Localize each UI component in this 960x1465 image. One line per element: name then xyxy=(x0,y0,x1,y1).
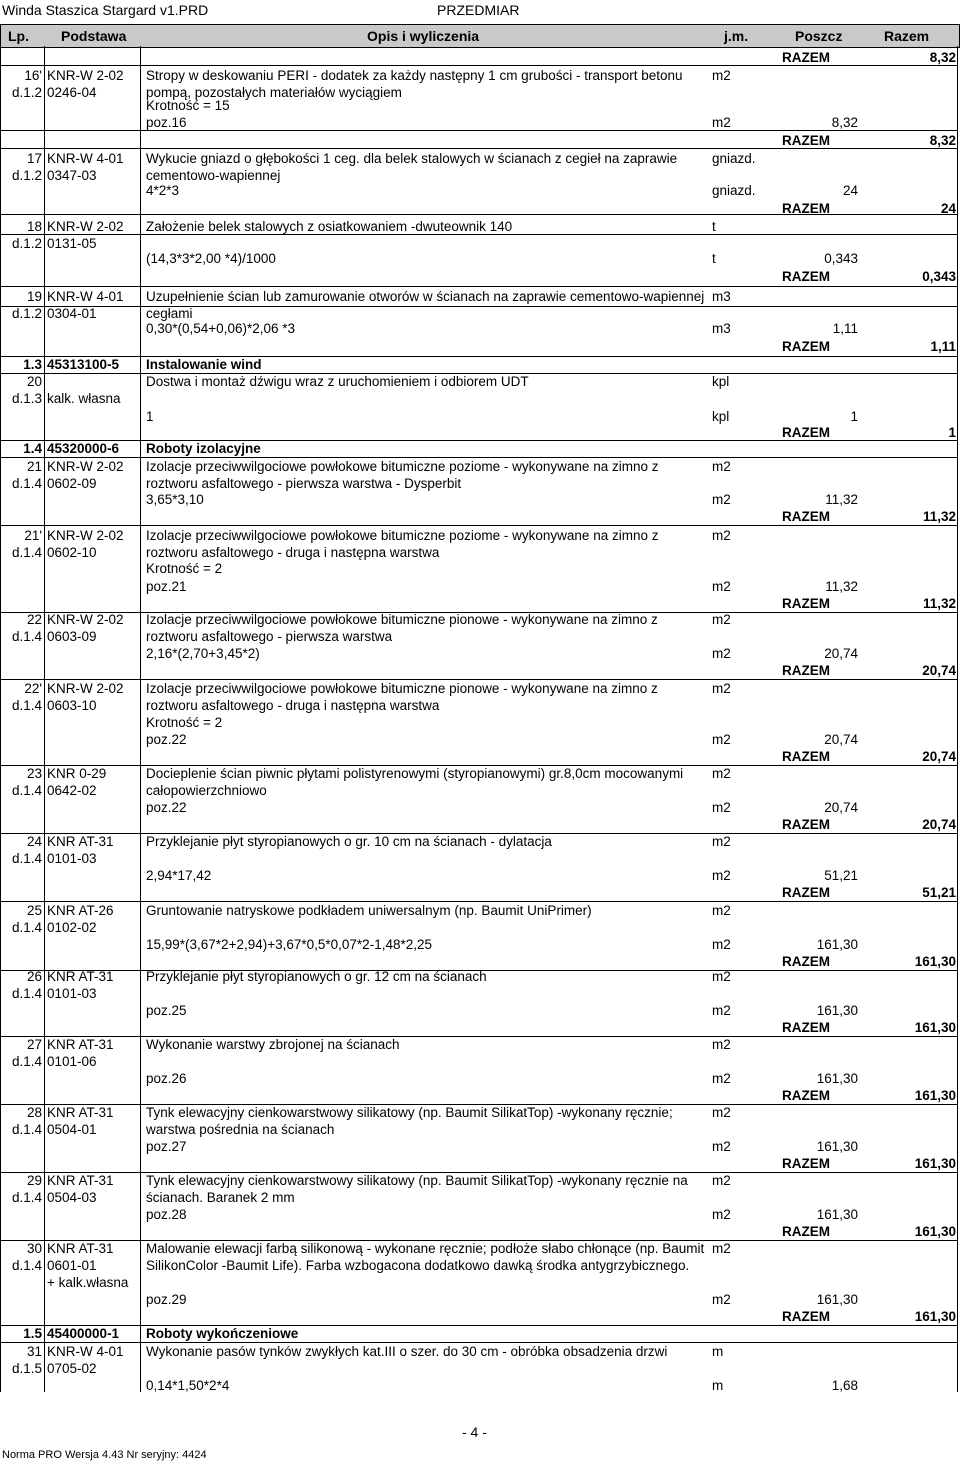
item-description: Założenie belek stalowych z osiatkowaniem -dwuteownik 140 xyxy=(146,219,513,234)
quantity-value: 161,30 xyxy=(816,1207,858,1222)
calc-unit: m2 xyxy=(712,868,731,883)
unit: kpl xyxy=(712,374,730,389)
calc-expression: 1 xyxy=(146,409,154,424)
catalog-table: 0246-04 xyxy=(47,85,97,100)
item-number: 31 xyxy=(26,1344,42,1359)
quantity-value: 161,30 xyxy=(816,937,858,952)
item-ref: d.1.4 xyxy=(11,1190,42,1205)
section-number: 1.3 xyxy=(23,357,42,372)
item-ref: d.1.3 xyxy=(11,391,42,406)
item-number: 28 xyxy=(26,1105,42,1120)
calc-expression: 2,16*(2,70+3,45*2) xyxy=(146,646,260,661)
item-ref: d.1.4 xyxy=(11,986,42,1001)
calc-expression: poz.26 xyxy=(146,1071,187,1086)
calc-unit: m xyxy=(712,1378,724,1393)
calc-expression: Krotność = 2 xyxy=(146,715,223,730)
item-description: Wykonanie warstwy zbrojonej na ścianach xyxy=(146,1037,400,1052)
section-code: 45320000-6 xyxy=(47,441,120,456)
calc-expression: Krotność = 15 xyxy=(146,98,230,113)
calc-unit: m2 xyxy=(712,1003,731,1018)
unit: t xyxy=(712,219,716,234)
calc-unit: m2 xyxy=(712,800,731,815)
catalog-table: 0102-02 xyxy=(47,920,97,935)
item-ref: d.1.2 xyxy=(11,306,42,321)
calc-expression: poz.28 xyxy=(146,1207,187,1222)
item-number: 21 xyxy=(26,459,42,474)
catalog-code: KNR AT-31 xyxy=(47,1241,114,1256)
item-description: Wykucie gniazd o głębokości 1 ceg. dla belek stalowych w ścianach z cegieł na zaprawie cementowo-wapiennej xyxy=(146,151,678,183)
catalog-table: 0603-10 xyxy=(47,698,97,713)
calc-unit: kpl xyxy=(712,409,730,424)
item-ref: d.1.2 xyxy=(11,168,42,183)
catalog-code: KNR-W 2-02 xyxy=(47,681,124,696)
item-ref: d.1.4 xyxy=(11,629,42,644)
col-poszcz: Poszcz xyxy=(795,28,843,44)
quantity-value: 51,21 xyxy=(824,868,858,883)
quantity-value: 20,74 xyxy=(824,732,858,747)
catalog-table: 0642-02 xyxy=(47,783,97,798)
catalog-table: 0347-03 xyxy=(47,168,97,183)
item-number: 23 xyxy=(26,766,42,781)
quantity-value: 24 xyxy=(842,183,858,198)
calc-unit: m2 xyxy=(712,1139,731,1154)
item-description: Tynk elewacyjny cienkowarstwowy silikatowy (np. Baumit SilikatTop) -wykonany ręcznie; warstwa pośrednia na ścianach xyxy=(146,1105,673,1137)
catalog-table: 0601-01 xyxy=(47,1258,97,1273)
catalog-table: 0603-09 xyxy=(47,629,97,644)
catalog-table: 0304-01 xyxy=(47,306,97,321)
catalog-code: KNR-W 2-02 xyxy=(47,612,124,627)
unit: m2 xyxy=(712,834,731,849)
unit: m2 xyxy=(712,969,731,984)
unit: m2 xyxy=(712,1037,731,1052)
quantity-value: 11,32 xyxy=(825,579,858,594)
unit: m2 xyxy=(712,1173,731,1188)
catalog-code: KNR AT-31 xyxy=(47,1037,114,1052)
quantity-value: 161,30 xyxy=(816,1139,858,1154)
grid-line xyxy=(140,46,141,1392)
item-description: Wykonanie pasów tynków zwykłych kat.III o szer. do 30 cm - obróbka obsadzenia drzwi xyxy=(146,1344,668,1359)
unit: m2 xyxy=(712,459,731,474)
calc-unit: m2 xyxy=(712,579,731,594)
catalog-code: KNR-W 4-01 xyxy=(47,1344,124,1359)
catalog-table: 0101-03 xyxy=(47,851,97,866)
catalog-code: KNR-W 2-02 xyxy=(47,459,124,474)
calc-expression: poz.16 xyxy=(146,115,187,130)
col-podstawa: Podstawa xyxy=(61,28,127,44)
calc-expression: poz.22 xyxy=(146,800,187,815)
quantity-value: 161,30 xyxy=(816,1071,858,1086)
item-number: 30 xyxy=(26,1241,42,1256)
row-separator xyxy=(0,65,958,66)
calc-unit: m2 xyxy=(712,1071,731,1086)
unit: m2 xyxy=(712,68,731,83)
item-number: 17 xyxy=(26,151,42,166)
item-description: Dostwa i montaż dźwigu wraz z uruchomieniem i odbiorem UDT xyxy=(146,374,529,389)
calc-expression: poz.25 xyxy=(146,1003,187,1018)
grid-line xyxy=(957,46,958,1392)
grid-line xyxy=(44,46,45,1392)
calc-expression: poz.22 xyxy=(146,732,187,747)
row-separator xyxy=(0,525,958,526)
section-code: 45400000-1 xyxy=(47,1326,120,1341)
catalog-table: 0602-09 xyxy=(47,476,97,491)
item-ref: d.1.5 xyxy=(11,1361,42,1376)
item-description: Izolacje przeciwwilgociowe powłokowe bitumiczne poziome - wykonywane na zimno z roztworu asfaltowego - druga i następna warstwa xyxy=(146,528,659,560)
catalog-table: 0101-06 xyxy=(47,1054,97,1069)
item-number: 22' xyxy=(24,681,42,696)
catalog-code: KNR-W 4-01 xyxy=(47,289,124,304)
item-number: 20 xyxy=(26,374,42,389)
unit: m2 xyxy=(712,1105,731,1120)
item-description: Malowanie elewacji farbą silikonową - wykonane ręcznie; podłoże słabo chłonące (np. Baumit SilikonColor -Baumit Life). Farba wzbogacona dodatkowo dawką środka antygrzybicznego. xyxy=(146,1241,705,1273)
catalog-code: KNR 0-29 xyxy=(47,766,107,781)
section-title: Roboty wykończeniowe xyxy=(146,1326,299,1341)
item-ref: d.1.4 xyxy=(11,1054,42,1069)
calc-expression: 0,14*1,50*2*4 xyxy=(146,1378,230,1393)
document-type: PRZEDMIAR xyxy=(437,2,520,18)
unit: m2 xyxy=(712,1241,731,1256)
unit: m2 xyxy=(712,766,731,781)
catalog-table: 0705-02 xyxy=(47,1361,97,1376)
unit: m2 xyxy=(712,903,731,918)
catalog-code: KNR AT-31 xyxy=(47,834,114,849)
calc-expression: 4*2*3 xyxy=(146,183,180,198)
calc-unit: m2 xyxy=(712,492,731,507)
quantity-value: 11,32 xyxy=(825,492,858,507)
item-number: 18 xyxy=(26,219,42,234)
item-number: 26 xyxy=(26,969,42,984)
column-header xyxy=(0,24,960,48)
calc-expression: 2,94*17,42 xyxy=(146,868,212,883)
catalog-code: KNR AT-31 xyxy=(47,1173,114,1188)
calc-expression: 3,65*3,10 xyxy=(146,492,204,507)
unit: m2 xyxy=(712,681,731,696)
catalog-note: + kalk.własna xyxy=(47,1275,129,1290)
unit: m2 xyxy=(712,528,731,543)
quantity-value: 161,30 xyxy=(816,1292,858,1307)
calc-expression: (14,3*3*2,00 *4)/1000 xyxy=(146,251,276,266)
item-description: Przyklejanie płyt styropianowych o gr. 12 cm na ścianach xyxy=(146,969,487,984)
calc-unit: gniazd. xyxy=(712,183,756,198)
item-description: Docieplenie ścian piwnic płytami polistyrenowymi (styropianowymi) gr.8,0cm mocowanymi całopowierzchniowo xyxy=(146,766,684,798)
item-number: 19 xyxy=(26,289,42,304)
catalog-code: KNR AT-31 xyxy=(47,1105,114,1120)
item-description: Stropy w deskowaniu PERI - dodatek za każdy następny 1 cm grubości - transport betonu pompą, pozostałych materiałów wyciągiem xyxy=(146,68,683,100)
item-number: 27 xyxy=(26,1037,42,1052)
item-description: Tynk elewacyjny cienkowarstwowy silikatowy (np. Baumit SilikatTop) -wykonany ręcznie na ścianach. Baranek 2 mm xyxy=(146,1173,688,1205)
calc-expression: poz.27 xyxy=(146,1139,187,1154)
col-jm: j.m. xyxy=(724,28,749,44)
calc-unit: m2 xyxy=(712,646,731,661)
calc-unit: m2 xyxy=(712,732,731,747)
calc-unit: m2 xyxy=(712,1207,731,1222)
catalog-table: 0504-01 xyxy=(47,1122,97,1137)
item-number: 21' xyxy=(24,528,42,543)
item-description: Izolacje przeciwwilgociowe powłokowe bitumiczne poziome - wykonywane na zimno z roztworu asfaltowego - pierwsza warstwa - Dysperbit xyxy=(146,459,659,491)
page-header xyxy=(0,0,960,22)
item-ref: d.1.2 xyxy=(11,85,42,100)
calc-unit: m3 xyxy=(712,321,731,336)
section-code: 45313100-5 xyxy=(47,357,120,372)
item-number: 29 xyxy=(26,1173,42,1188)
catalog-table: 0101-03 xyxy=(47,986,97,1001)
software-footer: Norma PRO Wersja 4.43 Nr seryjny: 4424 xyxy=(2,1449,207,1461)
calc-expression: 0,30*(0,54+0,06)*2,06 *3 xyxy=(146,321,295,336)
item-ref: d.1.4 xyxy=(11,783,42,798)
quantity-value: 20,74 xyxy=(824,800,858,815)
catalog-code: KNR-W 4-01 xyxy=(47,151,124,166)
col-razem: Razem xyxy=(884,28,930,44)
quantity-value: 20,74 xyxy=(824,646,858,661)
catalog-code: KNR AT-26 xyxy=(47,903,114,918)
catalog-code: KNR-W 2-02 xyxy=(47,68,124,83)
catalog-table: 0504-03 xyxy=(47,1190,97,1205)
item-description: Gruntowanie natryskowe podkładem uniwersalnym (np. Baumit UniPrimer) xyxy=(146,903,592,918)
unit: m xyxy=(712,1344,724,1359)
item-ref: d.1.4 xyxy=(11,1122,42,1137)
section-number: 1.4 xyxy=(23,441,42,456)
item-ref: d.1.4 xyxy=(11,698,42,713)
item-description: Przyklejanie płyt styropianowych o gr. 10 cm na ścianach - dylatacja xyxy=(146,834,552,849)
page-number: - 4 - xyxy=(462,1424,487,1440)
item-number: 16' xyxy=(24,68,42,83)
item-ref: d.1.4 xyxy=(11,1258,42,1273)
unit: m2 xyxy=(712,612,731,627)
unit: m3 xyxy=(712,289,731,304)
calc-expression: poz.21 xyxy=(146,579,187,594)
catalog-table: 0602-10 xyxy=(47,545,97,560)
catalog-code: KNR AT-31 xyxy=(47,969,114,984)
col-lp: Lp. xyxy=(8,28,29,44)
item-ref: d.1.4 xyxy=(11,851,42,866)
item-ref: d.1.2 xyxy=(11,236,42,251)
calc-unit: m2 xyxy=(712,1292,731,1307)
quantity-value: 1 xyxy=(850,409,858,424)
calc-unit: m2 xyxy=(712,937,731,952)
calc-expression: 15,99*(3,67*2+2,94)+3,67*0,5*0,07*2-1,48*2,25 xyxy=(146,937,432,952)
catalog-code: KNR-W 2-02 xyxy=(47,528,124,543)
calc-expression: Krotność = 2 xyxy=(146,561,223,576)
item-number: 24 xyxy=(26,834,42,849)
item-ref: d.1.4 xyxy=(11,920,42,935)
item-ref: d.1.4 xyxy=(11,476,42,491)
quantity-value: 1,68 xyxy=(831,1378,858,1393)
catalog-code: kalk. własna xyxy=(47,391,121,406)
quantity-value: 1,11 xyxy=(832,321,858,336)
catalog-code: KNR-W 2-02 xyxy=(47,219,124,234)
section-title: Instalowanie wind xyxy=(146,357,262,372)
item-number: 22 xyxy=(26,612,42,627)
calc-unit: m2 xyxy=(712,115,731,130)
col-opis: Opis i wyliczenia xyxy=(367,28,480,44)
document-title: Winda Staszica Stargard v1.PRD xyxy=(2,2,209,18)
item-number: 25 xyxy=(26,903,42,918)
section-title: Roboty izolacyjne xyxy=(146,441,261,456)
quantity-value: 0,343 xyxy=(824,251,858,266)
quantity-value: 161,30 xyxy=(816,1003,858,1018)
catalog-table: 0131-05 xyxy=(47,236,97,251)
item-description: Izolacje przeciwwilgociowe powłokowe bitumiczne pionowe - wykonywane na zimno z roztworu asfaltowego - druga i następna warstwa xyxy=(146,681,658,713)
calc-expression: poz.29 xyxy=(146,1292,187,1307)
calc-unit: t xyxy=(712,251,716,266)
quantity-value: 8,32 xyxy=(831,115,858,130)
row-separator xyxy=(0,286,958,287)
unit: gniazd. xyxy=(712,151,756,166)
item-description: Izolacje przeciwwilgociowe powłokowe bitumiczne pionowe - wykonywane na zimno z roztworu asfaltowego - pierwsza warstwa xyxy=(146,612,658,644)
section-number: 1.5 xyxy=(23,1326,42,1341)
item-ref: d.1.4 xyxy=(11,545,42,560)
item-description: Uzupełnienie ścian lub zamurowanie otworów w ścianach na zaprawie cementowo-wapiennej cegłami xyxy=(146,289,705,321)
